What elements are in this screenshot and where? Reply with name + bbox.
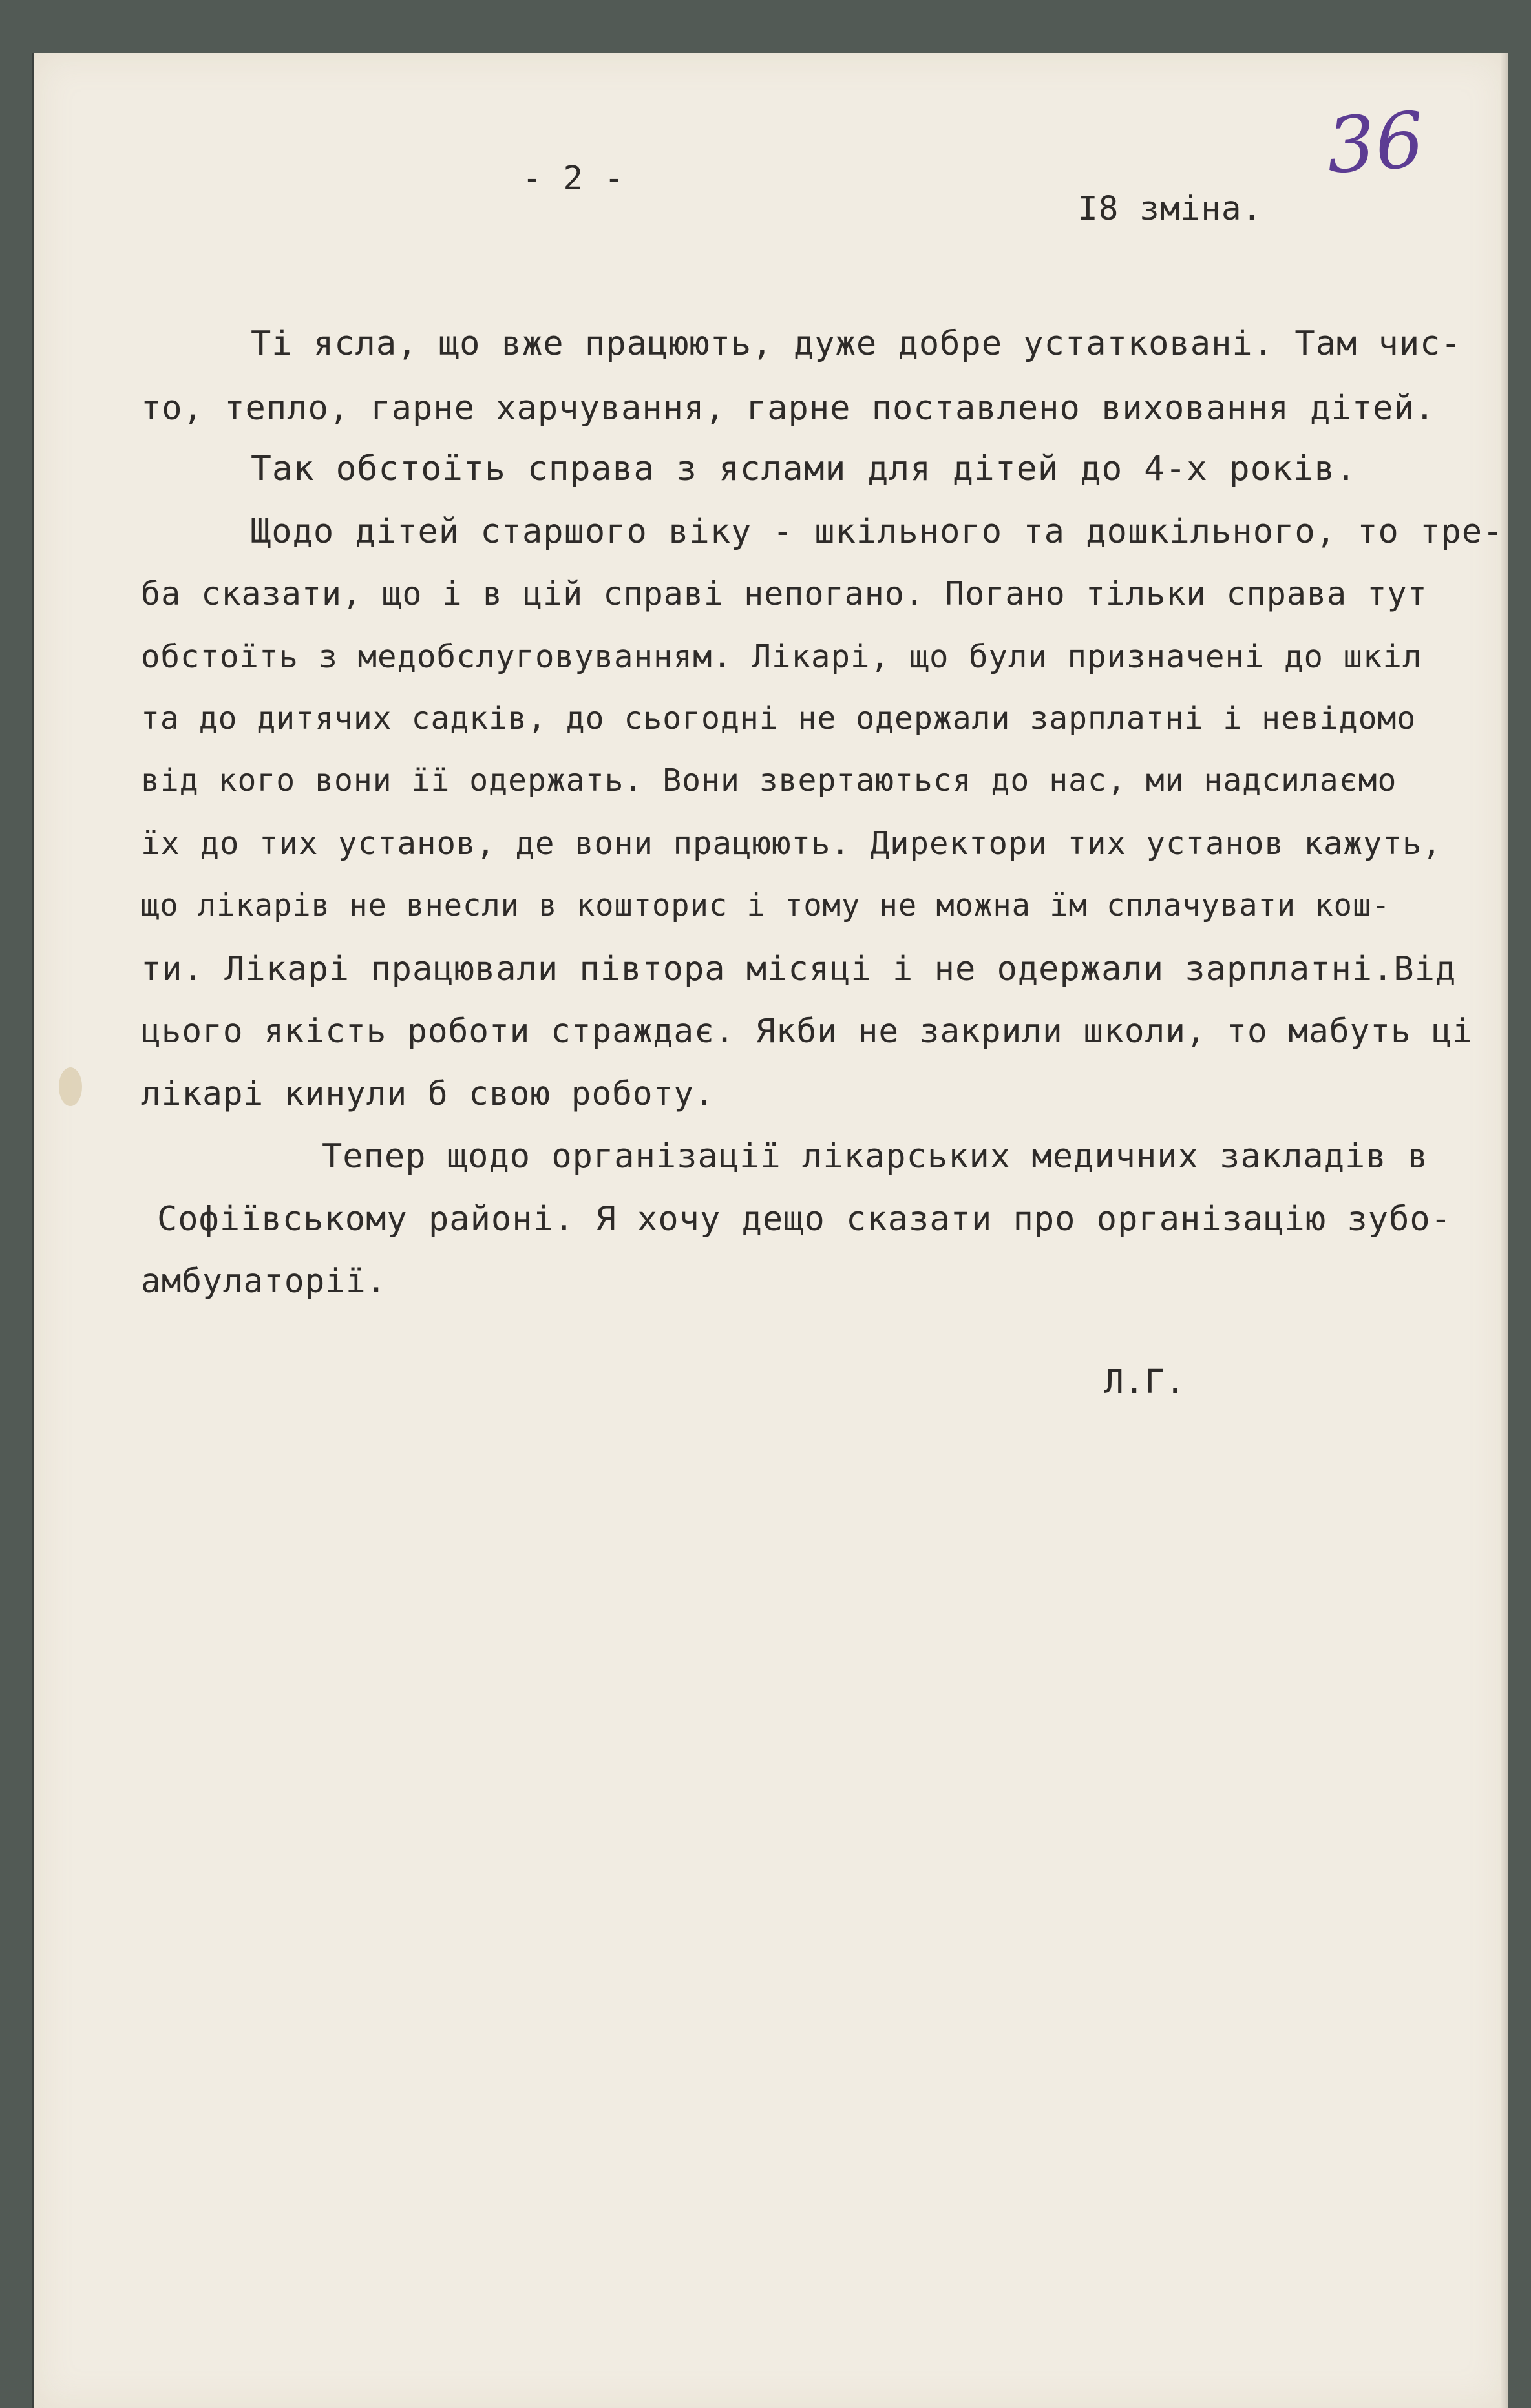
text-line: від кого вони її одержать. Вони звертаються до нас, ми надсилаємо	[141, 762, 1397, 799]
signature-initials: Л.Г.	[1104, 1363, 1186, 1401]
text-line: обстоїть з медобслуговуванням. Лікарі, що були призначені до шкіл	[141, 638, 1422, 675]
page-number: - 2 -	[522, 160, 625, 198]
folio-number: 36	[1324, 94, 1427, 191]
shift-label: I8 зміна.	[1078, 190, 1263, 228]
text-line: лікарі кинули б свою роботу.	[141, 1075, 715, 1113]
text-line: Щодо дітей старшого віку - шкільного та дошкільного, то тре-	[251, 512, 1504, 551]
text-line: що лікарів не внесли в кошторис і тому не можна їм сплачувати кош-	[141, 888, 1391, 923]
text-line: Ті ясла, що вже працюють, дуже добре устатковані. Там чис-	[251, 324, 1462, 363]
document-page	[32, 53, 1508, 2408]
page-edge	[1501, 53, 1508, 2408]
text-line: ба сказати, що і в цій справі непогано. Погано тільки справа тут	[141, 575, 1428, 612]
text-line: Софіївському районі. Я хочу дещо сказати про організацію зубо-	[157, 1200, 1452, 1239]
text-line: то, тепло, гарне харчування, гарне поставлено виховання дітей.	[141, 389, 1436, 428]
paper-stain	[59, 1067, 82, 1106]
text-line: їх до тих установ, де вони працюють. Директори тих установ кажуть,	[141, 825, 1442, 862]
text-line: Тепер щодо організації лікарських медичних закладів в	[322, 1137, 1429, 1176]
text-line: та до дитячих садків, до сьогодні не одержали зарплатні і невідомо	[141, 700, 1417, 737]
text-line: Так обстоїть справа з яслами для дітей до 4-х років.	[251, 449, 1357, 488]
text-line: цього якість роботи страждає. Якби не закрили школи, то мабуть ці	[141, 1012, 1473, 1051]
text-line: амбулаторії.	[141, 1262, 387, 1301]
text-line: ти. Лікарі працювали півтора місяці і не одержали зарплатні.Від	[141, 950, 1457, 989]
